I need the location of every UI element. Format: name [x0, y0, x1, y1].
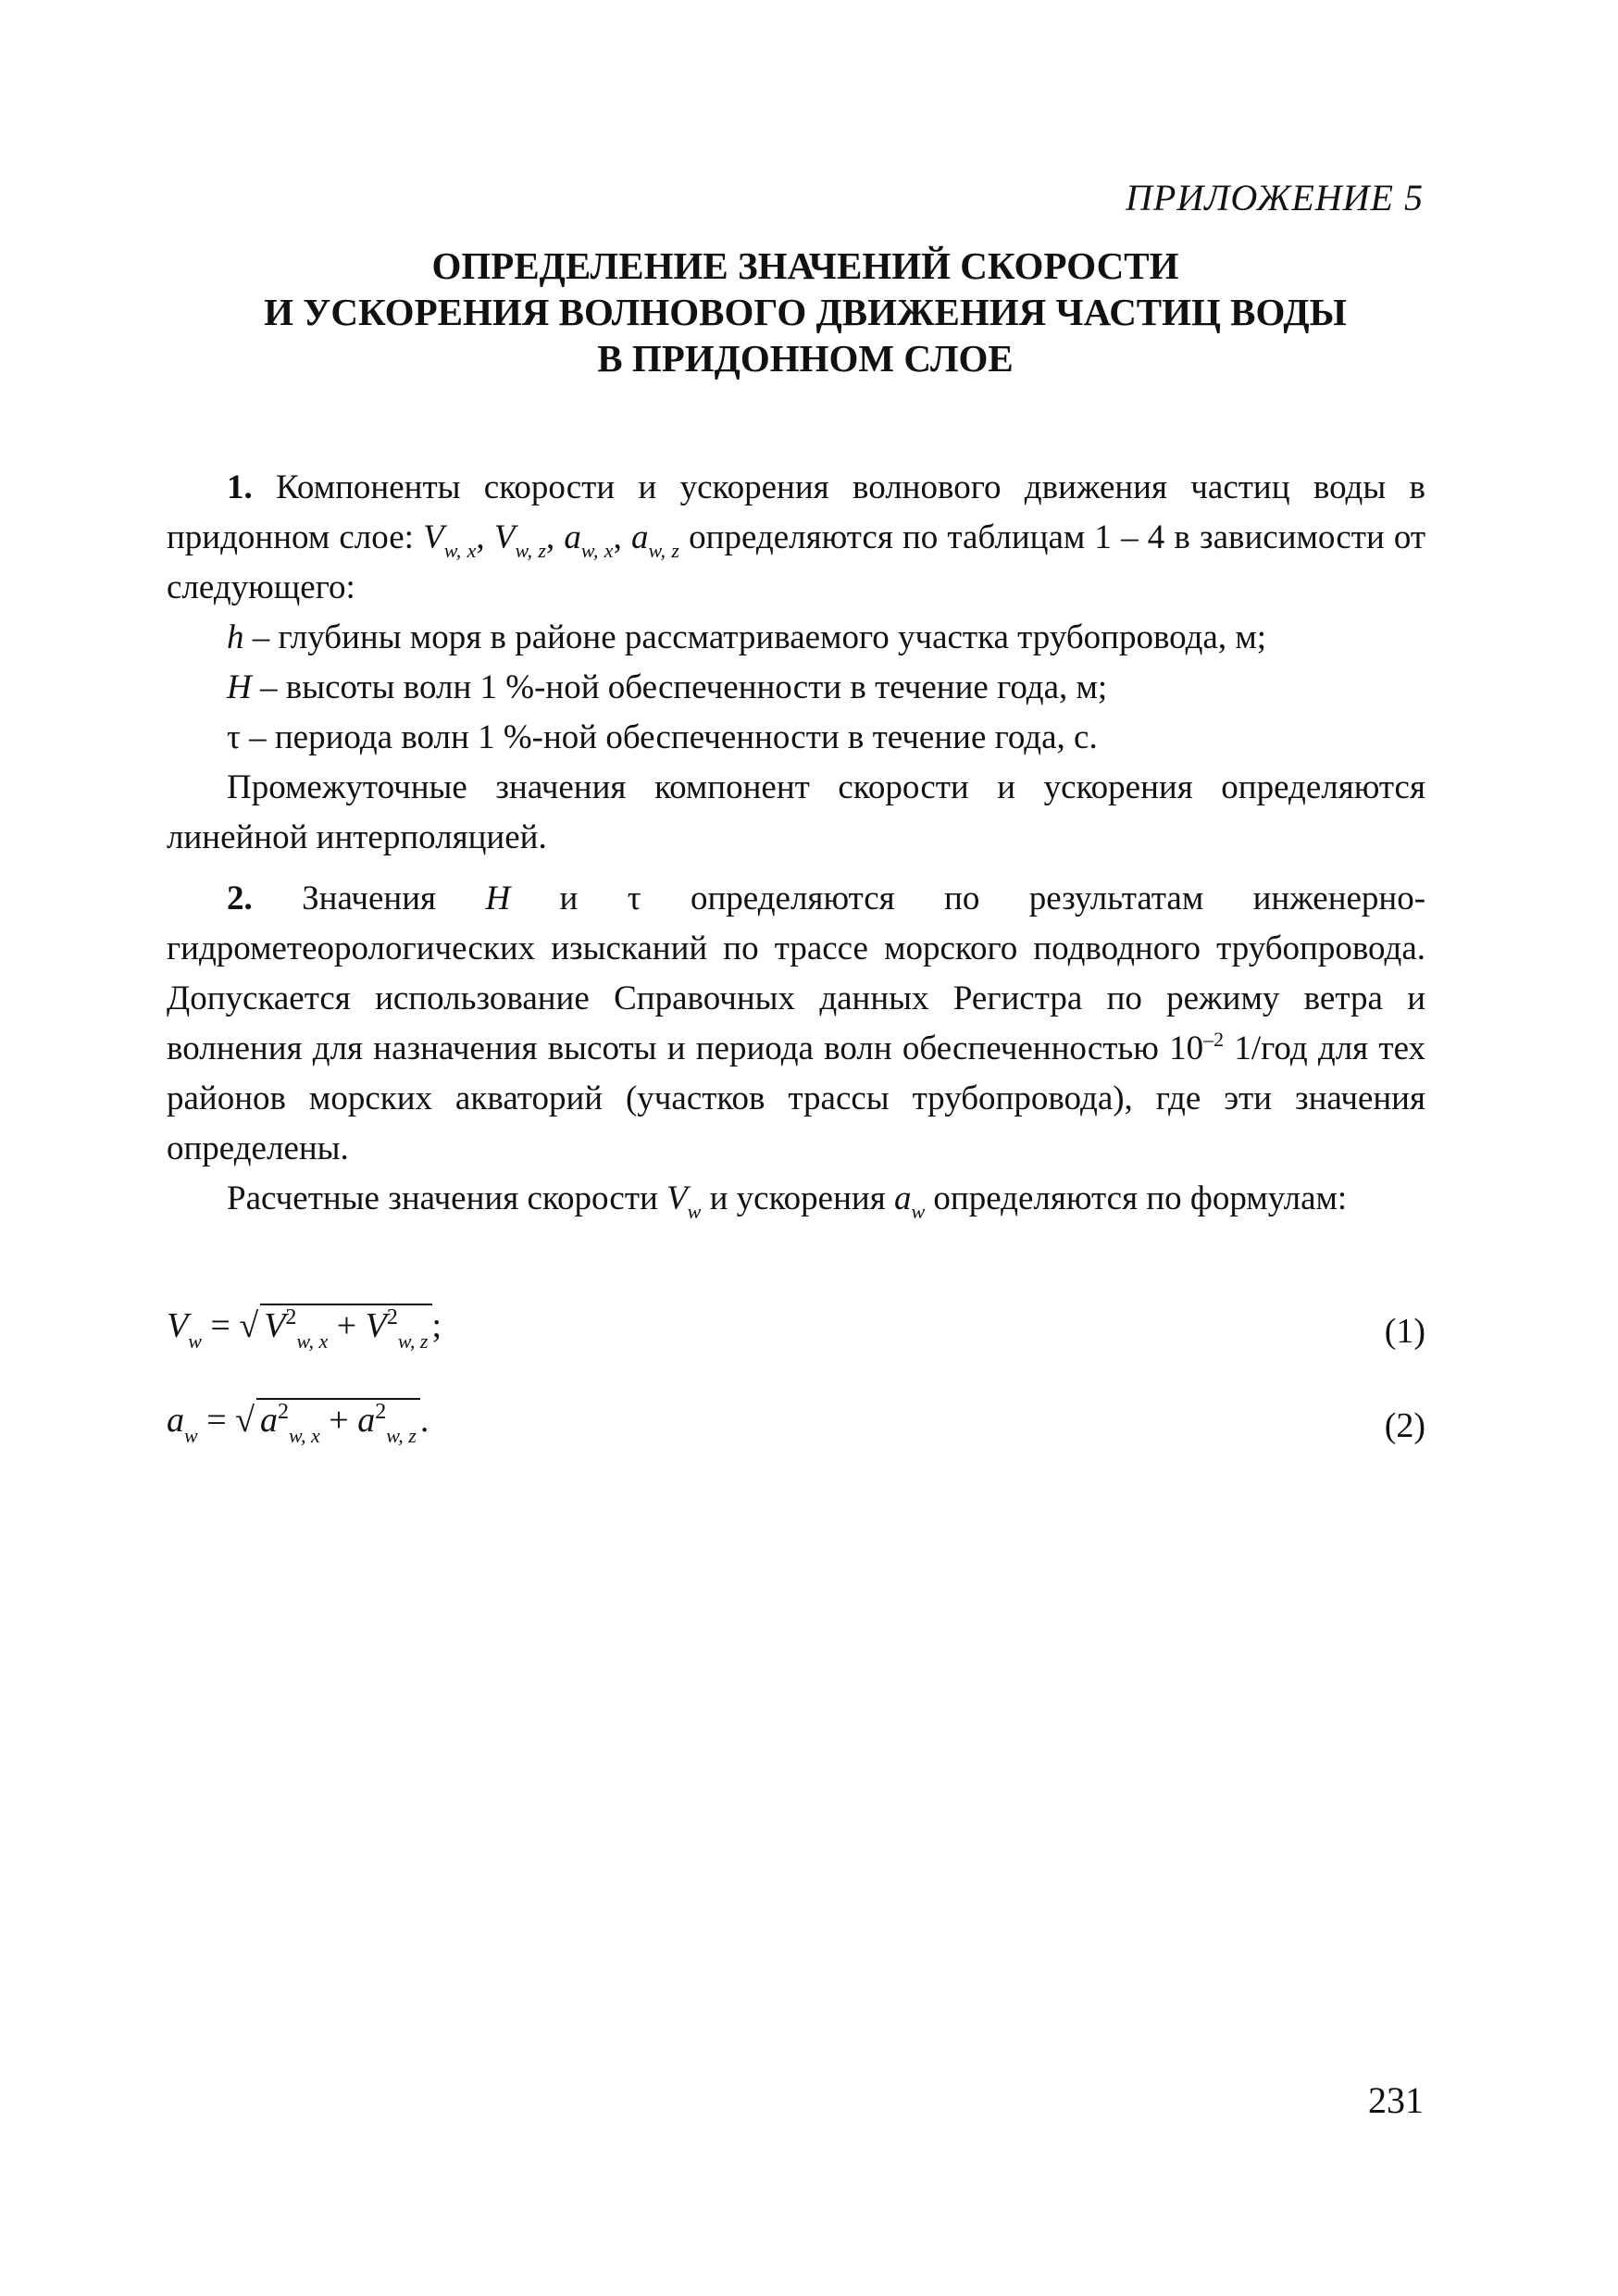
- section-2: [167, 874, 1425, 1224]
- section-1-number: 1.: [227, 468, 253, 506]
- appendix-label: ПРИЛОЖЕНИЕ 5: [1126, 177, 1424, 218]
- list-item-wave-height: H – высоты волн 1 %-ной обеспеченности в течение года, м;: [227, 668, 1108, 706]
- title-line-2: И УСКОРЕНИЯ ВОЛНОВОГО ДВИЖЕНИЯ ЧАСТИЦ ВОДЫ: [264, 291, 1347, 333]
- section-2-paragraph-1: 2. Значения H и τ определяются по результатам инженерно-гидрометеорологических изысканий по трассе морского подводного трубопровода. Допускается использование Справочных данных Регистра по режиму ветра и волнения для назначения высоты и периода волн обеспеченностью $10^{-2}$ 1/год для тех районов морских акваторий (участков трассы трубопровода), где эти значения определены.: [167, 880, 1426, 1167]
- list-item-depth: h – глубины моря в районе рассматриваемого участка трубопровода, м;: [227, 618, 1267, 656]
- page-title: [148, 243, 1462, 381]
- title-line-3: В ПРИДОННОМ СЛОЕ: [597, 337, 1014, 380]
- formula-2-expression: $a_w$ = √ $a^2_{w, x} + a^2_{w, z}$ .: [167, 1400, 429, 1447]
- symbol-vwz: $V_{w, z}$: [493, 518, 546, 562]
- section-1: [167, 463, 1425, 863]
- formula-1-expression: $V_w$ = √ $V^2_{w, x} + V^2_{w, z}$ ;: [167, 1305, 442, 1353]
- interpolation-note: Промежуточные значения компонент скорости и ускорения определяются линейной интерполяцией.: [167, 768, 1425, 856]
- symbol-awz: $a_{w, z}$: [630, 518, 679, 562]
- symbol-aw: $a_w$: [893, 1179, 926, 1223]
- title-line-1: ОПРЕДЕЛЕНИЕ ЗНАЧЕНИЙ СКОРОСТИ: [431, 244, 1179, 287]
- section-2-paragraph-2: Расчетные значения скорости $V_w$ и ускорения $a_w$ определяются по формулам:: [227, 1179, 1348, 1223]
- probability-value: $10^{-2}$: [1169, 1028, 1225, 1067]
- formula-acceleration: [167, 1398, 1425, 1463]
- formula-1-number: (1): [1384, 1312, 1425, 1351]
- symbol-vw: $V_w$: [666, 1179, 702, 1223]
- symbol-awx: $a_{w, x}$: [564, 518, 614, 562]
- symbol-vwx: $V_{w, x}$: [423, 518, 477, 562]
- section-2-number: 2.: [227, 880, 253, 917]
- formula-velocity: [167, 1304, 1425, 1368]
- list-item-wave-period: τ – периода волн 1 %-ной обеспеченности в течение года, с.: [227, 718, 1098, 756]
- section-1-intro-tail: определяются по таблицам 1 – 4 в зависимости от следующего:: [167, 518, 1426, 606]
- page-number: 231: [1368, 2079, 1424, 2121]
- section-1-intro: 1. Компоненты скорости и ускорения волнового движения частиц воды в придонном слое: $V_{w, x}$, $V_{w, z}$, $a_{w, x}$, $a_{w, z}$ определяются по таблицам 1 – 4 в зависимости от следующего:: [167, 468, 1426, 606]
- section-1-intro-text: Компоненты скорости и ускорения волнового движения частиц воды в придонном слое:: [167, 468, 1425, 556]
- formula-2-number: (2): [1384, 1406, 1425, 1445]
